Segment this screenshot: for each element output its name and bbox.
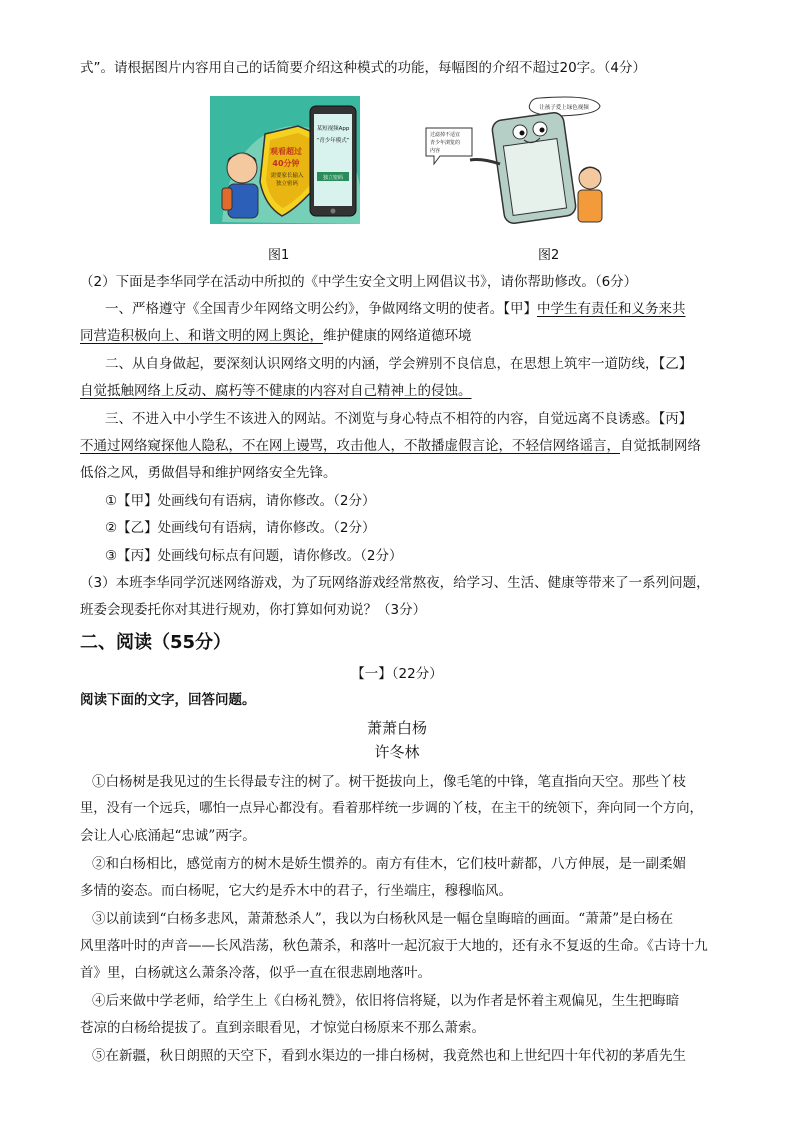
- underline-bing: 不通过网络窥探他人隐私，不在网上谩骂，攻击他人，不散播虚假言论，不轻信网络谣言，: [80, 438, 620, 454]
- figure-2-illustration: [420, 94, 620, 224]
- article-line-10: 苍凉的白杨给提拔了。直到亲眼看见，才惊觉白杨原来不那么萧索。: [80, 1020, 485, 1036]
- article-line-4: ②和白杨相比，感觉南方的树木是娇生惯养的。南方有佳木，它们枝叶薪都，八方伸展，是一副柔媚: [92, 856, 686, 872]
- left-pupil-icon: [520, 131, 525, 136]
- shield-text-3: 需要家长输入: [270, 173, 304, 179]
- article-line-8: 首》里，白杨就这么萧条冷落，似乎一直在很悲剧地落叶。: [80, 965, 431, 981]
- para1-line2-b: 维护健康的网络道德环境: [323, 328, 472, 344]
- section-title: 二、阅读（55分）: [80, 632, 232, 653]
- figure-1: [210, 96, 360, 224]
- sub-question-2: ②【乙】处画线句有语病，请你修改。（2分）: [105, 520, 376, 536]
- phone-home-icon: [331, 209, 336, 214]
- para2-line2: [80, 381, 472, 401]
- article-line-5: 多情的姿态。而白杨呢，它大约是乔木中的君子，行坐端庄，穆穆临风。: [80, 883, 512, 899]
- article-line-6: ③以前读到“白杨多悲风，萧萧愁杀人”，我以为白杨秋风是一幅仓皇晦暗的画面。“萧萧”是白杨在: [92, 911, 674, 927]
- article-line-9: ④后来做中学老师，给学生上《白杨礼赞》，依旧将信将疑，以为作者是怀着主观偏见，生生把晦暗: [92, 993, 680, 1009]
- article-line-3: 会让人心底涌起“忠诚”两字。: [80, 828, 256, 844]
- para3-line1: 三、不进入中小学生不该进入的网站。不浏览与身心特点不相符的内容，自觉远离不良诱惑。【丙】: [105, 411, 693, 427]
- man-body-icon: [578, 190, 602, 222]
- figure-1-illustration: [210, 96, 360, 224]
- part-title: 【一】（22分）: [351, 666, 443, 682]
- bubble-top-text: 让孩子爱上绿色视频: [539, 105, 589, 111]
- intro-line: 式”。请根据图片内容用自己的话简要介绍这种模式的功能，每幅图的介绍不超过20字。（4分）: [80, 60, 647, 76]
- q3-line2: 班委会现委托你对其进行规劝，你打算如何劝说？（3分）: [80, 602, 427, 618]
- phone-mode-label: “青少年模式”: [316, 138, 350, 144]
- right-pupil-icon: [540, 128, 545, 133]
- figure-2: [420, 94, 620, 224]
- q3-line1: （3）本班李华同学沉迷网络游戏，为了玩网络游戏经常熬夜，给学习、生活、健康等带来了一系列问题，: [80, 575, 710, 591]
- article-line-2: 里，没有一个远兵，哪怕一点异心都没有。看着那样统一步调的丫枝，在主干的统领下，奔向同一个方向，: [80, 801, 703, 816]
- underline-yi: 自觉抵触网络上反动、腐朽等不健康的内容对自己精神上的侵蚀。: [80, 383, 472, 399]
- sub-question-1: ①【甲】处画线句有语病，请你修改。（2分）: [105, 493, 376, 509]
- para3-line3: 低俗之风，勇做倡导和维护网络安全先锋。: [80, 465, 337, 481]
- para1-line1-a: 一、严格遵守《全国青少年网络文明公约》，争做网络文明的使者。【甲】: [105, 301, 537, 317]
- phone-app-title: 某短视频App: [316, 126, 350, 132]
- phone-character-screen: [503, 139, 566, 216]
- bubble-left-text-1: 过滤掉不适宜: [430, 132, 461, 138]
- para2-line1: 二、从自身做起，要深刻认识网络文明的内涵，学会辨别不良信息，在思想上筑牢一道防线，【乙】: [105, 356, 693, 372]
- shield-text-1: 观看超过: [270, 147, 302, 156]
- bubble-left-text-2: 青少年浏览的: [430, 140, 461, 146]
- underline-jia-1: 中学生有责任和义务来共: [537, 301, 686, 317]
- bubble-left-text-3: 内容: [430, 148, 441, 154]
- sub-question-3: ③【丙】处画线句标点有问题，请你修改。（2分）: [105, 548, 403, 564]
- article-line-7: 风里落叶时的声音——长风浩荡，秋色萧杀，和落叶一起沉寂于大地的，还有永不复返的生命。《古诗十九: [80, 938, 708, 954]
- backpack-icon: [222, 188, 232, 210]
- figure-2-caption: 图2: [538, 248, 560, 263]
- shield-text-2: 40分钟: [272, 159, 300, 168]
- para1-line1: [105, 299, 686, 319]
- underline-jia-2: 同营造积极向上、和谐文明的网上舆论，: [80, 328, 323, 344]
- phone-password-label: 独立密码: [322, 175, 344, 181]
- para3-line2: [80, 436, 701, 456]
- article-line-1: ①白杨树是我见过的生长得最专注的树了。树干挺拔向上，像毛笔的中锋，笔直指向天空。那些丫枝: [92, 774, 686, 790]
- article-author: 许冬林: [374, 743, 420, 761]
- article-title: 萧萧白杨: [366, 719, 427, 737]
- para1-line2: [80, 326, 472, 346]
- shield-text-4: 独立密码: [275, 181, 299, 187]
- q2-prompt: （2）下面是李华同学在活动中所拟的《中学生安全文明上网倡议书》，请你帮助修改。（6分）: [80, 274, 638, 290]
- article-line-11: ⑤在新疆，秋日朗照的天空下，看到水渠边的一排白杨树，我竟然也和上世纪四十年代初的茅盾先生: [92, 1048, 686, 1064]
- para3-line2-b: 自觉抵制网络: [620, 438, 701, 454]
- instruction: 阅读下面的文字，回答问题。: [80, 692, 256, 708]
- figure-1-caption: 图1: [268, 248, 290, 263]
